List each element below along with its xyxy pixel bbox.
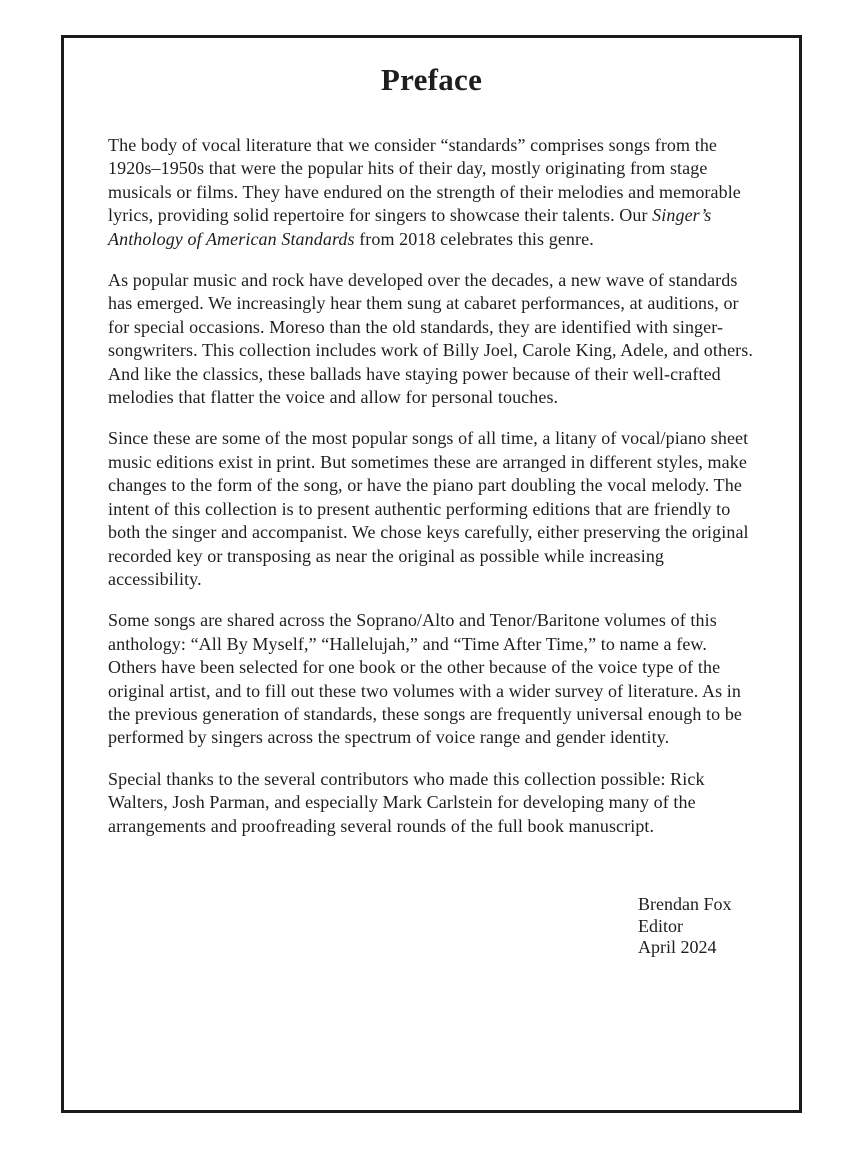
preface-body bbox=[108, 134, 755, 838]
paragraph bbox=[108, 427, 755, 591]
paragraph bbox=[108, 609, 755, 749]
signature-name: Brendan Fox bbox=[638, 894, 732, 914]
text-run: Since these are some of the most popular songs of all time, a litany of vocal/piano sheet music editions exist in print. But sometimes these are arranged in different styles, make changes to the form of the song, or have the piano part doubling the vocal melody. The intent of this collection is to present authentic performing editions that are friendly to both the singer and accompanist. We chose keys carefully, either preserving the original recorded key or transposing as near the original as possible while increasing accessibility. bbox=[108, 428, 749, 589]
text-run: The body of vocal literature that we consider “standards” comprises songs from the 1920s–1950s that were the popular hits of their day, mostly originating from stage musicals or films. They have endured on the strength of their melodies and memorable lyrics, providing solid repertoire for singers to showcase their talents. Our bbox=[108, 135, 741, 226]
text-run: Special thanks to the several contributors who made this collection possible: Rick Walters, Josh Parman, and especially Mark Carlstein for developing many of the arrangements and proofreading several rounds of the full book manuscript. bbox=[108, 768, 705, 836]
page-border-frame bbox=[61, 35, 802, 1113]
text-run: As popular music and rock have developed over the decades, a new wave of standards has emerged. We increasingly hear them sung at cabaret performances, at auditions, or for special occasions. Moreso than the old standards, they are identified with singer-songwriters. This collection includes work of Billy Joel, Carole King, Adele, and others. And like the classics, these ballads have staying power because of their well-crafted melodies that flatter the voice and allow for personal touches. bbox=[108, 270, 753, 408]
text-run: Some songs are shared across the Soprano/Alto and Tenor/Baritone volumes of this anthology: “All By Myself,” “Hallelujah,” and “Time After Time,” to name a few. Others have been selected for one book or the other because of the voice type of the original artist, and to fill out these two volumes with a wider survey of literature. As in the previous generation of standards, these songs are frequently universal enough to be performed by singers across the spectrum of voice range and gender identity. bbox=[108, 610, 743, 748]
book-title-italic: Singer’s Anthology of American Standards bbox=[108, 205, 712, 249]
paragraph bbox=[108, 768, 755, 838]
signature-block bbox=[638, 894, 732, 959]
text-run: from 2018 celebrates this genre. bbox=[354, 228, 594, 249]
signature-role: Editor bbox=[638, 915, 683, 936]
page-title: Preface bbox=[380, 62, 483, 97]
paragraph bbox=[108, 269, 755, 409]
paragraph bbox=[108, 134, 755, 251]
signature-date: April 2024 bbox=[638, 937, 717, 957]
